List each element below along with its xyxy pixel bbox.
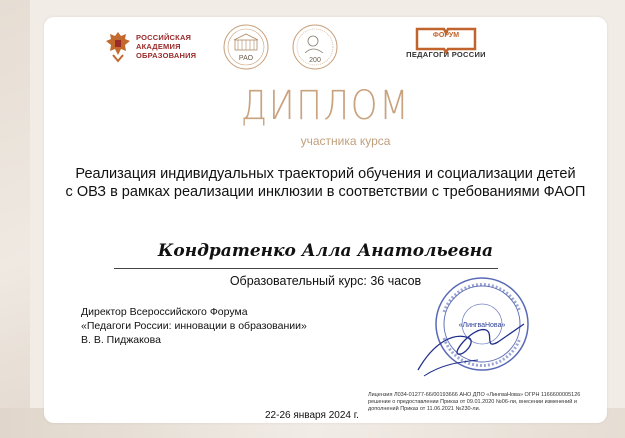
signatory-line: «Педагоги России: инновации в образовании» (81, 320, 307, 332)
forum-logo (398, 25, 494, 75)
anniversary-seal (291, 23, 339, 71)
round-stamp-icon (414, 272, 534, 392)
signatory-line: Директор Всероссийского Форума (81, 306, 248, 318)
diploma-date: 22-26 января 2024 г. (265, 410, 359, 421)
signatory-line: В. В. Пиджакова (81, 334, 161, 346)
academy-name (136, 33, 196, 60)
diploma-title: ДИПЛОМ (240, 83, 411, 129)
academy-name-line: АКАДЕМИЯ (136, 42, 181, 51)
diploma-subtitle: участника курса (300, 134, 391, 148)
recipient-name: Кондратенко Алла Анатольевна (157, 241, 494, 261)
signature-scribble (418, 324, 524, 370)
course-title-line: Реализация индивидуальных траекторий обучения и социализации детей (75, 166, 576, 182)
stamp-center-text: «ЛингваНова» (458, 322, 506, 329)
academy-name-line: РОССИЙСКАЯ (136, 33, 192, 42)
academy-logo (102, 27, 222, 67)
open-book-icon (411, 25, 481, 55)
course-hours: Образовательный курс: 36 часов (229, 274, 422, 288)
official-stamp (414, 272, 534, 392)
double-headed-eagle-icon (104, 29, 132, 63)
course-title-line: с ОВЗ в рамках реализации инклюзии в соответствии с требованиями ФАОП (65, 184, 586, 200)
background-decoration-left (0, 0, 30, 438)
recipient-underline (114, 268, 498, 269)
forum-subtitle: ПЕДАГОГИ РОССИИ (406, 50, 486, 59)
forum-word: ФОРУМ (432, 32, 460, 39)
academy-name-line: ОБРАЗОВАНИЯ (136, 51, 197, 60)
building-seal-icon (222, 23, 270, 71)
anniversary-seal-label: 200 (309, 57, 321, 64)
rao-seal-label: РАО (238, 55, 254, 62)
license-text: Лицензия Л034-01277-66/00193666 АНО ДПО «ЛингваНова» ОГРН 1166600005126 решение о предоставлении Приказ от 09.01.2020 №06-ли, внесении изменений и дополнений Приказ от 11.06.2021 №230-ли. (368, 392, 581, 412)
rao-seal (222, 23, 270, 71)
portrait-seal-icon (291, 23, 339, 71)
course-title (54, 165, 597, 201)
diploma-page (44, 17, 607, 423)
signatory-block (81, 305, 307, 347)
